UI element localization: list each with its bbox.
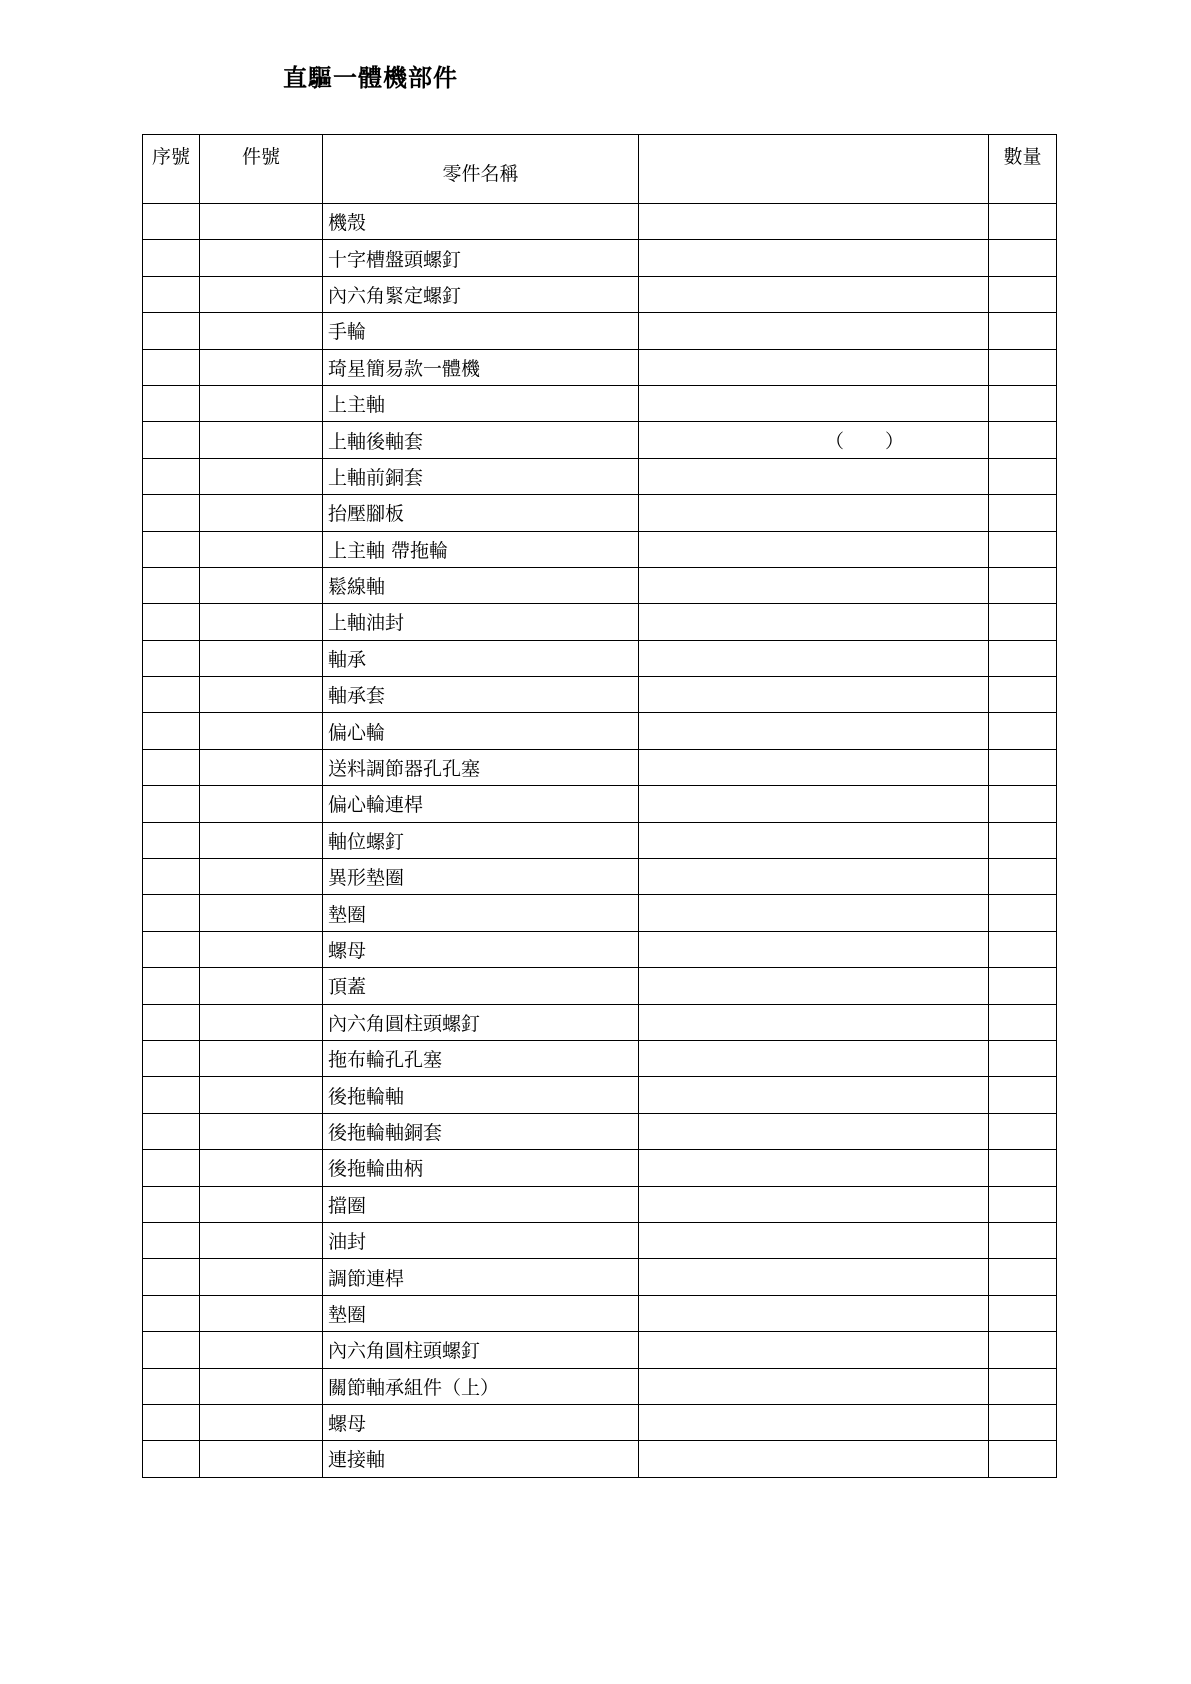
- qty-cell: [989, 1441, 1057, 1477]
- table-row: [143, 1295, 1057, 1331]
- seq-cell: [143, 1332, 200, 1368]
- part-name-cell: 調節連桿: [323, 1259, 639, 1295]
- seq-cell: [143, 1441, 200, 1477]
- remark-cell: [639, 822, 989, 858]
- part-name-cell: 上主軸 帶拖輪: [323, 531, 639, 567]
- qty-cell: [989, 1222, 1057, 1258]
- part-no-cell: [200, 1222, 323, 1258]
- seq-cell: [143, 313, 200, 349]
- table-row: [143, 895, 1057, 931]
- part-no-cell: [200, 349, 323, 385]
- seq-cell: [143, 931, 200, 967]
- seq-cell: [143, 349, 200, 385]
- qty-cell: [989, 749, 1057, 785]
- table-row: [143, 968, 1057, 1004]
- part-no-cell: [200, 1259, 323, 1295]
- remark-cell: [639, 349, 989, 385]
- remark-close-paren: ）: [885, 430, 905, 453]
- qty-cell: [989, 385, 1057, 421]
- part-no-cell: [200, 968, 323, 1004]
- part-name-cell: 後拖輪軸: [323, 1077, 639, 1113]
- part-name-cell: 上軸前銅套: [323, 458, 639, 494]
- qty-cell: [989, 1404, 1057, 1440]
- qty-cell: [989, 859, 1057, 895]
- part-no-cell: [200, 1113, 323, 1149]
- part-name-cell: 抬壓腳板: [323, 495, 639, 531]
- part-name-cell: 十字槽盤頭螺釘: [323, 240, 639, 276]
- part-no-cell: [200, 1004, 323, 1040]
- remark-cell: [639, 385, 989, 421]
- qty-cell: [989, 677, 1057, 713]
- part-no-cell: [200, 313, 323, 349]
- part-name-cell: 上軸後軸套: [323, 422, 639, 458]
- part-name-cell: 偏心輪: [323, 713, 639, 749]
- remark-cell: [639, 1295, 989, 1331]
- part-no-cell: [200, 204, 323, 240]
- remark-cell: [639, 786, 989, 822]
- seq-cell: [143, 749, 200, 785]
- part-no-cell: [200, 567, 323, 603]
- qty-cell: [989, 204, 1057, 240]
- qty-cell: [989, 422, 1057, 458]
- remark-cell: [639, 276, 989, 312]
- remark-cell: [639, 677, 989, 713]
- remark-open-paren: （: [825, 430, 845, 453]
- table-row: [143, 567, 1057, 603]
- remark-cell: [639, 531, 989, 567]
- table-row: [143, 1222, 1057, 1258]
- part-no-cell: [200, 1368, 323, 1404]
- table-row: [143, 1040, 1057, 1076]
- table-row: [143, 204, 1057, 240]
- part-name-cell: 鬆線軸: [323, 567, 639, 603]
- document-title: 直驅一體機部件: [283, 64, 458, 92]
- qty-cell: [989, 349, 1057, 385]
- seq-cell: [143, 495, 200, 531]
- header-qty: 數量: [989, 135, 1057, 204]
- table-row: [143, 677, 1057, 713]
- part-name-cell: 機殼: [323, 204, 639, 240]
- seq-cell: [143, 604, 200, 640]
- seq-cell: [143, 859, 200, 895]
- seq-cell: [143, 640, 200, 676]
- part-no-cell: [200, 859, 323, 895]
- part-no-cell: [200, 713, 323, 749]
- part-no-cell: [200, 1441, 323, 1477]
- seq-cell: [143, 1404, 200, 1440]
- remark-cell: [639, 495, 989, 531]
- seq-cell: [143, 713, 200, 749]
- part-name-cell: 油封: [323, 1222, 639, 1258]
- part-no-cell: [200, 749, 323, 785]
- table-row: [143, 240, 1057, 276]
- seq-cell: [143, 786, 200, 822]
- part-name-cell: 上主軸: [323, 385, 639, 421]
- part-name-cell: 內六角緊定螺釘: [323, 276, 639, 312]
- qty-cell: [989, 822, 1057, 858]
- seq-cell: [143, 567, 200, 603]
- table-row: [143, 1077, 1057, 1113]
- qty-cell: [989, 567, 1057, 603]
- part-no-cell: [200, 1186, 323, 1222]
- table-row: [143, 1113, 1057, 1149]
- header-part-no: 件號: [200, 135, 323, 204]
- part-name-cell: 關節軸承組件（上）: [323, 1368, 639, 1404]
- header-part-name: 零件名稱: [323, 135, 639, 204]
- part-no-cell: [200, 786, 323, 822]
- table-row: [143, 349, 1057, 385]
- seq-cell: [143, 1150, 200, 1186]
- qty-cell: [989, 458, 1057, 494]
- part-name-cell: 墊圈: [323, 1295, 639, 1331]
- part-name-cell: 上軸油封: [323, 604, 639, 640]
- qty-cell: [989, 931, 1057, 967]
- qty-cell: [989, 713, 1057, 749]
- part-name-cell: 內六角圓柱頭螺釘: [323, 1004, 639, 1040]
- qty-cell: [989, 895, 1057, 931]
- remark-cell: [639, 1113, 989, 1149]
- qty-cell: [989, 786, 1057, 822]
- remark-cell: [639, 1259, 989, 1295]
- remark-cell: [639, 1332, 989, 1368]
- seq-cell: [143, 1259, 200, 1295]
- part-no-cell: [200, 531, 323, 567]
- remark-cell: [639, 240, 989, 276]
- seq-cell: [143, 1368, 200, 1404]
- qty-cell: [989, 1040, 1057, 1076]
- seq-cell: [143, 1004, 200, 1040]
- table-row: [143, 385, 1057, 421]
- remark-cell: [639, 422, 989, 458]
- part-no-cell: [200, 640, 323, 676]
- table-row: [143, 531, 1057, 567]
- table-row: [143, 313, 1057, 349]
- remark-cell: [639, 1077, 989, 1113]
- seq-cell: [143, 677, 200, 713]
- remark-cell: [639, 640, 989, 676]
- table-row: [143, 786, 1057, 822]
- parts-table-body: [143, 204, 1057, 1478]
- part-name-cell: 後拖輪軸銅套: [323, 1113, 639, 1149]
- remark-cell: [639, 1040, 989, 1076]
- table-header-row: [143, 135, 1057, 204]
- table-row: [143, 422, 1057, 458]
- seq-cell: [143, 422, 200, 458]
- part-no-cell: [200, 895, 323, 931]
- table-row: [143, 749, 1057, 785]
- part-no-cell: [200, 1040, 323, 1076]
- qty-cell: [989, 313, 1057, 349]
- table-row: [143, 713, 1057, 749]
- remark-cell: [639, 1150, 989, 1186]
- seq-cell: [143, 1077, 200, 1113]
- remark-cell: [639, 1004, 989, 1040]
- part-no-cell: [200, 1332, 323, 1368]
- qty-cell: [989, 1368, 1057, 1404]
- part-name-cell: 軸承: [323, 640, 639, 676]
- qty-cell: [989, 495, 1057, 531]
- table-row: [143, 640, 1057, 676]
- part-name-cell: 內六角圓柱頭螺釘: [323, 1332, 639, 1368]
- qty-cell: [989, 1113, 1057, 1149]
- table-row: [143, 859, 1057, 895]
- seq-cell: [143, 240, 200, 276]
- part-name-cell: 軸位螺釘: [323, 822, 639, 858]
- remark-cell: [639, 1404, 989, 1440]
- seq-cell: [143, 276, 200, 312]
- part-name-cell: 異形墊圈: [323, 859, 639, 895]
- part-no-cell: [200, 276, 323, 312]
- qty-cell: [989, 1004, 1057, 1040]
- table-row: [143, 1186, 1057, 1222]
- qty-cell: [989, 531, 1057, 567]
- seq-cell: [143, 895, 200, 931]
- part-no-cell: [200, 458, 323, 494]
- part-name-cell: 軸承套: [323, 677, 639, 713]
- part-no-cell: [200, 1295, 323, 1331]
- seq-cell: [143, 1295, 200, 1331]
- part-no-cell: [200, 931, 323, 967]
- remark-cell: [639, 567, 989, 603]
- seq-cell: [143, 458, 200, 494]
- part-name-cell: 擋圈: [323, 1186, 639, 1222]
- remark-cell: [639, 749, 989, 785]
- qty-cell: [989, 1186, 1057, 1222]
- table-row: [143, 1368, 1057, 1404]
- table-row: [143, 458, 1057, 494]
- table-row: [143, 276, 1057, 312]
- header-remark: [639, 135, 989, 204]
- table-row: [143, 822, 1057, 858]
- remark-cell: [639, 931, 989, 967]
- remark-cell: [639, 968, 989, 1004]
- qty-cell: [989, 1150, 1057, 1186]
- part-name-cell: 偏心輪連桿: [323, 786, 639, 822]
- qty-cell: [989, 1077, 1057, 1113]
- seq-cell: [143, 1186, 200, 1222]
- qty-cell: [989, 1332, 1057, 1368]
- part-name-cell: 後拖輪曲柄: [323, 1150, 639, 1186]
- remark-cell: [639, 859, 989, 895]
- seq-cell: [143, 1113, 200, 1149]
- qty-cell: [989, 640, 1057, 676]
- remark-cell: [639, 1186, 989, 1222]
- part-name-cell: 頂蓋: [323, 968, 639, 1004]
- remark-cell: [639, 1441, 989, 1477]
- table-row: [143, 1404, 1057, 1440]
- qty-cell: [989, 240, 1057, 276]
- table-row: [143, 1259, 1057, 1295]
- table-row: [143, 1150, 1057, 1186]
- remark-cell: [639, 713, 989, 749]
- qty-cell: [989, 1259, 1057, 1295]
- table-row: [143, 1332, 1057, 1368]
- seq-cell: [143, 1040, 200, 1076]
- table-row: [143, 1004, 1057, 1040]
- seq-cell: [143, 204, 200, 240]
- header-seq: 序號: [143, 135, 200, 204]
- table-row: [143, 495, 1057, 531]
- seq-cell: [143, 968, 200, 1004]
- part-name-cell: 連接軸: [323, 1441, 639, 1477]
- remark-cell: [639, 458, 989, 494]
- remark-cell: [639, 313, 989, 349]
- qty-cell: [989, 276, 1057, 312]
- part-no-cell: [200, 1077, 323, 1113]
- remark-cell: [639, 1368, 989, 1404]
- part-name-cell: 螺母: [323, 931, 639, 967]
- part-no-cell: [200, 604, 323, 640]
- remark-cell: [639, 895, 989, 931]
- part-no-cell: [200, 422, 323, 458]
- part-no-cell: [200, 1150, 323, 1186]
- part-name-cell: 拖布輪孔孔塞: [323, 1040, 639, 1076]
- part-no-cell: [200, 495, 323, 531]
- parts-table: [142, 134, 1057, 1478]
- part-name-cell: 手輪: [323, 313, 639, 349]
- table-row: [143, 1441, 1057, 1477]
- remark-cell: [639, 204, 989, 240]
- part-no-cell: [200, 1404, 323, 1440]
- qty-cell: [989, 1295, 1057, 1331]
- table-row: [143, 931, 1057, 967]
- part-no-cell: [200, 240, 323, 276]
- part-name-cell: 墊圈: [323, 895, 639, 931]
- part-no-cell: [200, 385, 323, 421]
- part-no-cell: [200, 677, 323, 713]
- seq-cell: [143, 1222, 200, 1258]
- seq-cell: [143, 531, 200, 567]
- part-name-cell: 送料調節器孔孔塞: [323, 749, 639, 785]
- remark-cell: [639, 604, 989, 640]
- remark-cell: [639, 1222, 989, 1258]
- seq-cell: [143, 822, 200, 858]
- seq-cell: [143, 385, 200, 421]
- table-row: [143, 604, 1057, 640]
- part-no-cell: [200, 822, 323, 858]
- part-name-cell: 琦星簡易款一體機: [323, 349, 639, 385]
- qty-cell: [989, 968, 1057, 1004]
- part-name-cell: 螺母: [323, 1404, 639, 1440]
- qty-cell: [989, 604, 1057, 640]
